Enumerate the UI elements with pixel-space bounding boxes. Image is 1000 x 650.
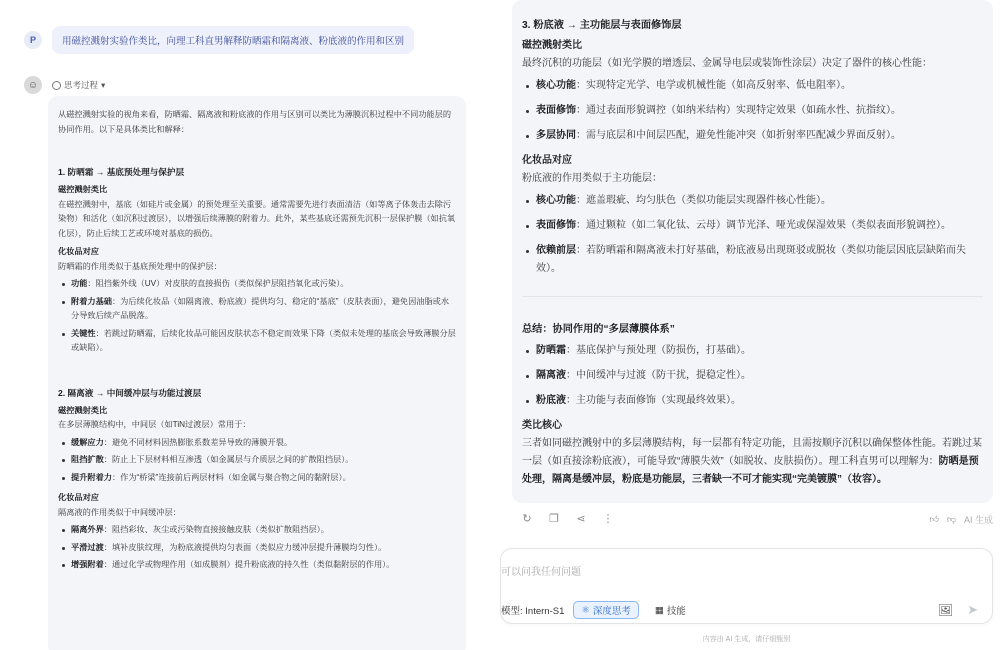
user-avatar: P bbox=[24, 31, 42, 49]
atom-icon: ⚛ bbox=[581, 604, 590, 616]
analogy-label: 磁控溅射类比 bbox=[522, 40, 582, 51]
assistant-answer-card-part2 bbox=[512, 0, 993, 503]
feedback-group bbox=[929, 513, 993, 526]
analogy-text: 最终沉积的功能层（如光学膜的增透层、金属导电层或装饰性涂层）决定了器件的核心性能： bbox=[522, 58, 932, 69]
input-toolbar bbox=[501, 600, 992, 620]
analogy-label: 磁控溅射类比 bbox=[58, 185, 108, 194]
section-divider bbox=[522, 296, 983, 297]
ai-generated-tag: AI 生成 bbox=[963, 514, 993, 525]
cosmetic-label: 化妆品对应 bbox=[58, 247, 99, 256]
user-message-bubble: 用磁控溅射实验作类比，向理工科直男解释防晒霜和隔离液、粉底液的作用和区别 bbox=[52, 26, 414, 54]
core-text: 三者如同磁控溅射中的多层薄膜结构，每一层都有特定功能，且需按顺序沉积以确保整体性能。若跳过某一层（如直接涂粉底液），可能导致“薄膜失效”（如脱妆、皮肤损伤）。理工科直男可以理解为：防晒是预处理，隔离是缓冲层，粉底是功能层，三者缺一不可才能实现“完美镀膜”（妆容）。 bbox=[522, 438, 982, 485]
foundation-cosmetic-list bbox=[522, 192, 983, 278]
sunscreen-list bbox=[58, 277, 456, 356]
list-item: 防晒霜：基底保护与预处理（防损伤，打基础）。 bbox=[522, 342, 983, 360]
thumbs-down-icon[interactable]: 👎︎ bbox=[946, 513, 956, 524]
disclaimer-note: 内容由 AI 生成，请仔细甄别 bbox=[702, 636, 791, 643]
assistant-header-row bbox=[24, 76, 105, 94]
grid-icon: ▦ bbox=[654, 604, 664, 616]
answer-intro: 从磁控溅射实验的视角来看，防晒霜、隔离液和粉底液的作用与区别可以类比为薄膜沉积过程中不同功能层的协同作用。以下是具体类比和解释： bbox=[58, 110, 452, 134]
message-actions-bar bbox=[512, 510, 993, 528]
thinking-label: 思考过程 bbox=[64, 80, 99, 90]
list-item: 缓解应力：避免不同材料因热膨胀系数差异导致的薄膜开裂。 bbox=[58, 436, 456, 451]
chat-input-box[interactable] bbox=[500, 548, 993, 624]
more-icon[interactable]: ⋮ bbox=[602, 513, 614, 525]
thinking-process-toggle[interactable] bbox=[52, 79, 105, 91]
user-message-row bbox=[24, 26, 414, 54]
conversation-left-panel bbox=[0, 0, 490, 650]
core-label: 类比核心 bbox=[522, 420, 562, 431]
list-item: 表面修饰：通过颗粒（如二氧化钛、云母）调节光泽、哑光或保湿效果（类似表面形貌调控）。 bbox=[522, 217, 983, 235]
list-item: 关键性：若跳过防晒霜，后续化妆品可能因皮肤状态不稳定而效果下降（类似未处理的基底会导致薄膜分层或缺陷）。 bbox=[58, 327, 456, 356]
thumbs-up-icon[interactable]: 👍︎ bbox=[929, 513, 939, 524]
summary-list bbox=[522, 342, 983, 410]
deep-think-toggle[interactable]: ⚛ 深度思考 bbox=[573, 601, 639, 619]
section-title-primer: 2. 隔离液 → 中间缓冲层与功能过渡层 bbox=[58, 387, 202, 398]
analogy-text: 在磁控溅射中，基底（如硅片或金属）的预处理至关重要。通常需要先进行表面清洁（如等离子体轰击去除污染物）和活化（如沉积过渡层），以增强后续薄膜的附着力。此外，某些基底还需预先沉积一层保护膜（如抗氧化层），防止后续工艺或环境对基底的损伤。 bbox=[58, 199, 456, 238]
list-item: 核心功能：实现特定光学、电学或机械性能（如高反射率、低电阻率）。 bbox=[522, 77, 983, 95]
send-icon[interactable]: ➤ bbox=[967, 602, 978, 617]
cosmetic-text: 隔离液的作用类似于中间缓冲层： bbox=[58, 507, 181, 517]
list-item: 粉底液：主功能与表面修饰（实现最终效果）。 bbox=[522, 392, 983, 410]
share-icon[interactable]: ⋖ bbox=[576, 513, 586, 525]
primer-cosmetic-list bbox=[58, 523, 456, 573]
conversation-right-panel bbox=[500, 0, 1000, 650]
foundation-analogy-list bbox=[522, 77, 983, 145]
list-item: 阻挡扩散：防止上下层材料相互渗透（如金属层与介质层之间的扩散阻挡层）。 bbox=[58, 453, 456, 468]
section-title-sunscreen: 1. 防晒霜 → 基底预处理与保护层 bbox=[58, 167, 185, 177]
list-item: 隔离外界：阻挡彩妆、灰尘或污染物直接接触皮肤（类似扩散阻挡层）。 bbox=[58, 523, 456, 538]
input-right-tools bbox=[938, 602, 978, 618]
assistant-avatar-icon: ☺ bbox=[24, 76, 42, 94]
chat-input-placeholder[interactable]: 可以问我任何问题 bbox=[501, 567, 581, 578]
cosmetic-text: 防晒霜的作用类似于基底预处理中的保护层： bbox=[58, 261, 222, 271]
list-item: 平滑过渡：填补皮肤纹理，为粉底液提供均匀表面（类似应力缓冲层提升薄膜均匀性）。 bbox=[58, 541, 456, 556]
section-title-foundation: 3. 粉底液 → 主功能层与表面修饰层 bbox=[522, 20, 682, 31]
list-item: 增强附着：通过化学或物理作用（如成膜剂）提升粉底液的持久性（类似黏附层的作用）。 bbox=[58, 558, 456, 573]
thinking-icon bbox=[52, 81, 61, 90]
primer-analogy-list bbox=[58, 436, 456, 486]
image-upload-icon[interactable]: 🖼︎ bbox=[937, 603, 954, 617]
copy-icon[interactable]: ❐ bbox=[549, 513, 559, 525]
skills-button[interactable]: ▦ 技能 bbox=[654, 604, 686, 617]
regenerate-icon[interactable]: ↻ bbox=[522, 513, 532, 525]
cosmetic-text: 粉底液的作用类似于主功能层： bbox=[522, 173, 662, 184]
list-item: 附着力基础：为后续化妆品（如隔离液、粉底液）提供均匀、稳定的“基底”（皮肤表面），避免因油脂或水分导致后续产品脱落。 bbox=[58, 295, 456, 324]
summary-title: 总结：协同作用的“多层薄膜体系” bbox=[522, 324, 675, 335]
list-item: 依赖前层：若防晒霜和隔离液未打好基础，粉底液易出现斑驳或脱妆（类似功能层因底层缺陷而失效）。 bbox=[522, 242, 983, 278]
model-selector[interactable]: 模型: Intern-S1 bbox=[501, 606, 565, 617]
list-item: 多层协同：需与底层和中间层匹配，避免性能冲突（如折射率匹配减少界面反射）。 bbox=[522, 127, 983, 145]
analogy-text: 在多层薄膜结构中，中间层（如TiN过渡层）常用于： bbox=[58, 420, 251, 429]
cosmetic-label: 化妆品对应 bbox=[58, 493, 99, 502]
list-item: 核心功能：遮盖瑕疵、均匀肤色（类似功能层实现器件核心性能）。 bbox=[522, 192, 983, 210]
cosmetic-label: 化妆品对应 bbox=[522, 155, 572, 166]
list-item: 提升附着力：作为“桥梁”连接前后两层材料（如金属与聚合物之间的黏附层）。 bbox=[58, 471, 456, 486]
chevron-down-icon: ▾ bbox=[101, 79, 106, 90]
list-item: 功能：阻挡紫外线（UV）对皮肤的直接损伤（类似保护层阻挡氧化或污染）。 bbox=[58, 277, 456, 292]
list-item: 表面修饰：通过表面形貌调控（如纳米结构）实现特定效果（如疏水性、抗指纹）。 bbox=[522, 102, 983, 120]
analogy-label: 磁控溅射类比 bbox=[58, 405, 108, 415]
list-item: 隔离液：中间缓冲与过渡（防干扰，提稳定性）。 bbox=[522, 367, 983, 385]
assistant-answer-card-part1 bbox=[48, 96, 466, 650]
